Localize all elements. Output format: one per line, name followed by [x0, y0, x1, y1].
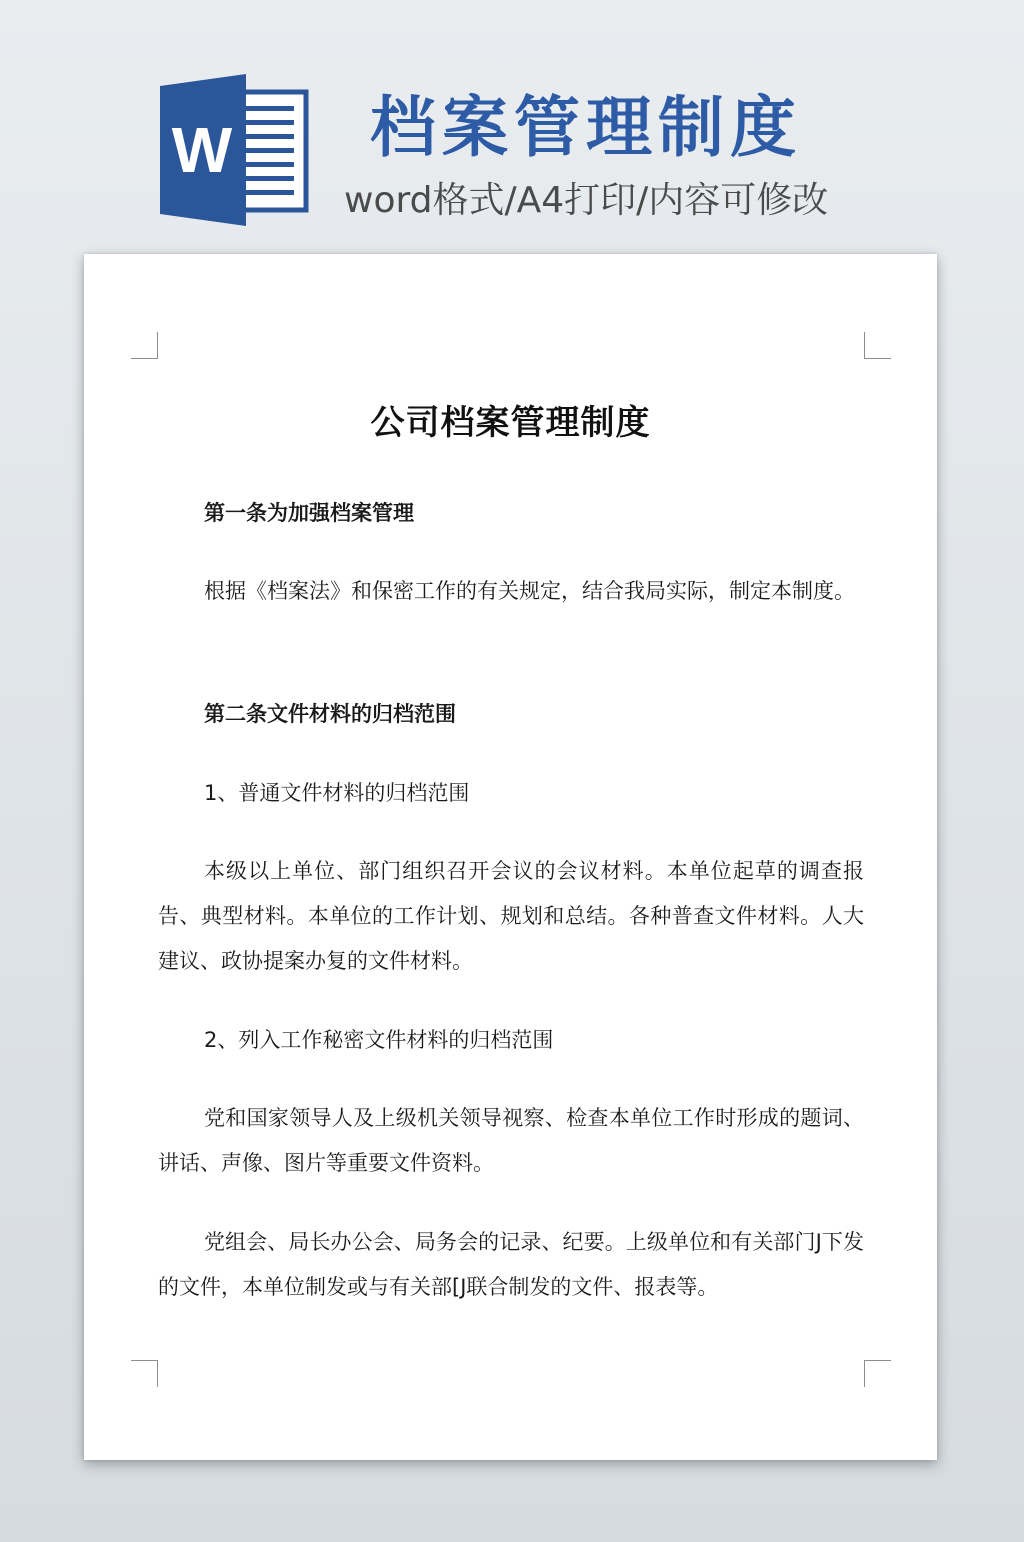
- paragraph: 根据《档案法》和保密工作的有关规定，结合我局实际，制定本制度。: [204, 579, 855, 603]
- margin-corner-bottom-right: [864, 1360, 891, 1387]
- list-item-heading: 2、列入工作秘密文件材料的归档范围: [204, 1028, 554, 1052]
- margin-corner-top-right: [864, 332, 891, 359]
- paragraph: 党组会、局长办公会、局务会的记录、纪要。上级单位和有关部门J下发的文件，本单位制发或与有关部[J联合制发的文件、报表等。: [158, 1230, 864, 1299]
- article-heading: 第一条为加强档案管理: [204, 501, 414, 525]
- header-subtitle: word格式/A4打印/内容可修改: [344, 180, 829, 221]
- logo-letter: W: [171, 114, 233, 186]
- article-heading: 第二条文件材料的归档范围: [204, 702, 456, 726]
- list-item-heading: 1、普通文件材料的归档范围: [204, 781, 470, 805]
- document-title: 公司档案管理制度: [370, 403, 651, 443]
- paragraph: 本级以上单位、部门组织召开会议的会议材料。本单位起草的调查报告、典型材料。本单位的工作计划、规划和总结。各种普查文件材料。人大建议、政协提案办复的文件材料。: [158, 859, 864, 973]
- header-banner: [0, 0, 1024, 250]
- header-title: 档案管理制度: [370, 89, 802, 166]
- margin-corner-bottom-left: [131, 1360, 158, 1387]
- paragraph: 党和国家领导人及上级机关领导视察、检查本单位工作时形成的题词、讲话、声像、图片等重要文件资料。: [158, 1106, 864, 1175]
- word-document-icon: [158, 74, 310, 226]
- margin-corner-top-left: [131, 332, 158, 359]
- document-page: [84, 254, 937, 1460]
